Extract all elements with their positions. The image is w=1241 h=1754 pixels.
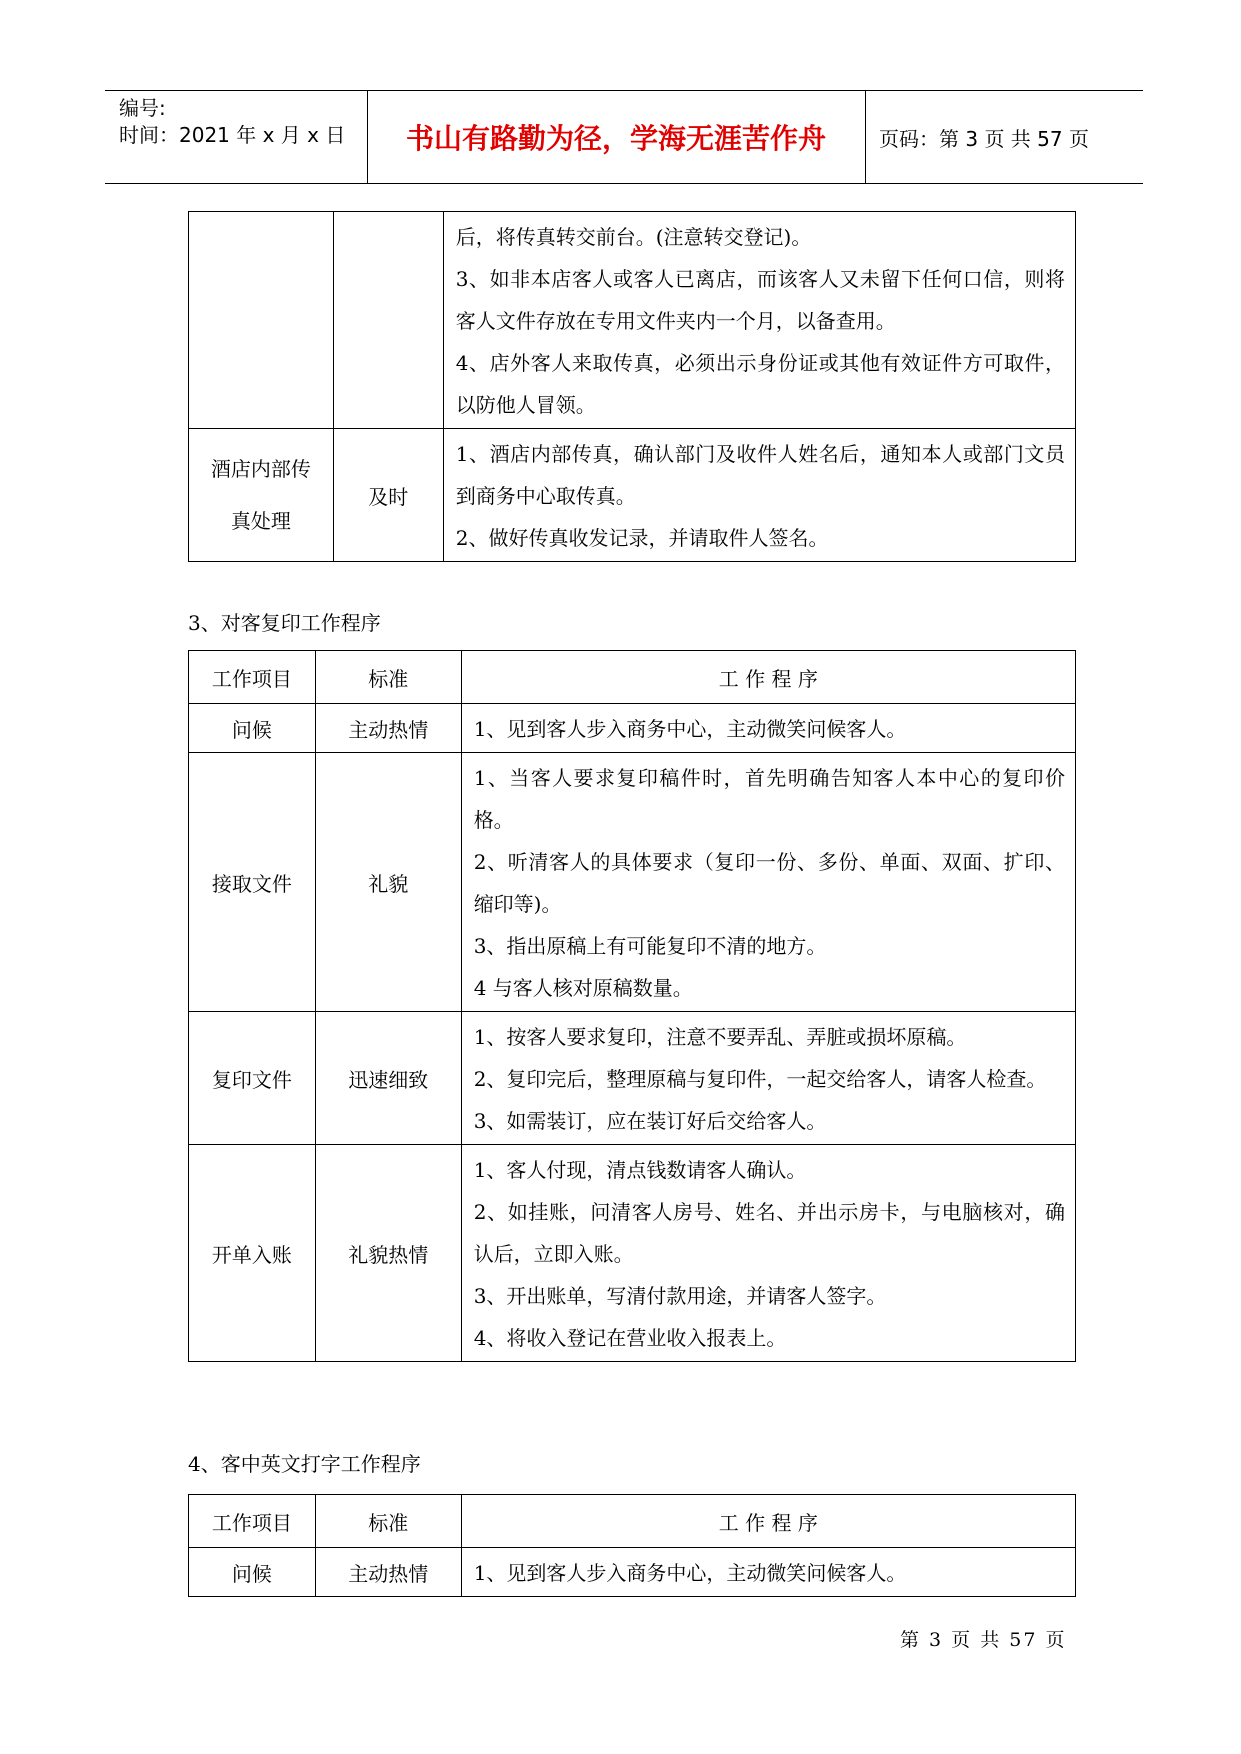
copy-procedure-table [188,650,1076,1362]
table-row [189,429,1076,562]
standard-cell: 迅速细致 [315,1012,461,1145]
procedure-cell [443,212,1075,429]
document-number-label: 编号: [119,96,166,120]
procedure-line: 1、酒店内部传真，确认部门及收件人姓名后，通知本人或部门文员到商务中心取传真。 [455,442,1065,508]
table-row [189,1145,1076,1362]
procedure-line: 1、见到客人步入商务中心，主动微笑问候客人。 [473,717,907,741]
procedure-line: 2、听清客人的具体要求（复印一份、多份、单面、双面、扩印、缩印等)。 [473,850,1065,916]
header-page-number: 页码：第 3 页 共 57 页 [879,126,1089,151]
table-row [189,753,1076,1012]
procedure-cell [461,753,1075,1012]
procedure-line: 1、按客人要求复印，注意不要弄乱、弄脏或损坏原稿。 [473,1025,967,1049]
table-row [189,704,1076,753]
procedure-line: 2、做好传真收发记录，并请取件人签名。 [455,526,829,550]
document-time-label: 时间：2021 年 x 月 x 日 [119,123,346,147]
standard-cell [333,212,443,429]
procedure-line: 1、见到客人步入商务中心，主动微笑问候客人。 [473,1561,907,1585]
procedure-line: 后，将传真转交前台。(注意转交登记)。 [455,225,812,249]
table-row [189,1548,1076,1597]
procedure-line: 1、客人付现，清点钱数请客人确认。 [473,1158,807,1182]
standard-cell: 礼貌热情 [315,1145,461,1362]
column-header: 工作项目 [189,1495,316,1548]
item-cell [189,212,334,429]
table-row [189,212,1076,429]
item-cell: 开单入账 [189,1145,316,1362]
procedure-line: 4、将收入登记在营业收入报表上。 [473,1326,787,1350]
procedure-line: 1、当客人要求复印稿件时，首先明确告知客人本中心的复印价格。 [473,766,1065,832]
section-title: 4、客中英文打字工作程序 [188,1452,421,1476]
table-row [189,1012,1076,1145]
header-meta [119,95,345,149]
item-cell: 接取文件 [189,753,316,1012]
procedure-line: 4、店外客人来取传真，必须出示身份证或其他有效证件方可取件，以防他人冒领。 [455,351,1065,417]
column-header: 工 作 程 序 [461,651,1075,704]
procedure-line: 4 与客人核对原稿数量。 [473,976,693,1000]
item-cell: 问候 [189,704,316,753]
standard-cell: 主动热情 [315,1548,461,1597]
section-title: 3、对客复印工作程序 [188,611,381,635]
procedure-line: 3、如需装订，应在装订好后交给客人。 [473,1109,827,1133]
procedure-cell [461,1548,1075,1597]
item-cell: 问候 [189,1548,316,1597]
procedure-line: 3、开出账单，写清付款用途，并请客人签字。 [473,1284,887,1308]
table-header-row [189,1495,1076,1548]
fax-procedure-table [188,211,1076,562]
standard-cell: 主动热情 [315,704,461,753]
column-header: 标准 [315,651,461,704]
standard-cell: 礼貌 [315,753,461,1012]
column-header: 工 作 程 序 [461,1495,1075,1548]
procedure-cell [443,429,1075,562]
procedure-line: 3、如非本店客人或客人已离店，而该客人又未留下任何口信，则将客人文件存放在专用文件夹内一个月，以备查用。 [455,267,1065,333]
item-cell: 酒店内部传真处理 [189,429,334,562]
typing-procedure-table [188,1494,1076,1597]
column-header: 工作项目 [189,651,316,704]
procedure-line: 2、如挂账，问清客人房号、姓名、并出示房卡，与电脑核对，确认后，立即入账。 [473,1200,1065,1266]
header-motto: 书山有路勤为径，学海无涯苦作舟 [405,122,826,155]
page-header [105,90,1143,184]
procedure-cell [461,704,1075,753]
column-header: 标准 [315,1495,461,1548]
procedure-line: 3、指出原稿上有可能复印不清的地方。 [473,934,827,958]
item-cell: 复印文件 [189,1012,316,1145]
table-header-row [189,651,1076,704]
page-footer: 第 3 页 共 57 页 [900,1629,1067,1651]
header-divider [865,91,866,183]
procedure-line: 2、复印完后，整理原稿与复印件，一起交给客人，请客人检查。 [473,1067,1047,1091]
standard-cell: 及时 [333,429,443,562]
procedure-cell [461,1145,1075,1362]
procedure-cell [461,1012,1075,1145]
